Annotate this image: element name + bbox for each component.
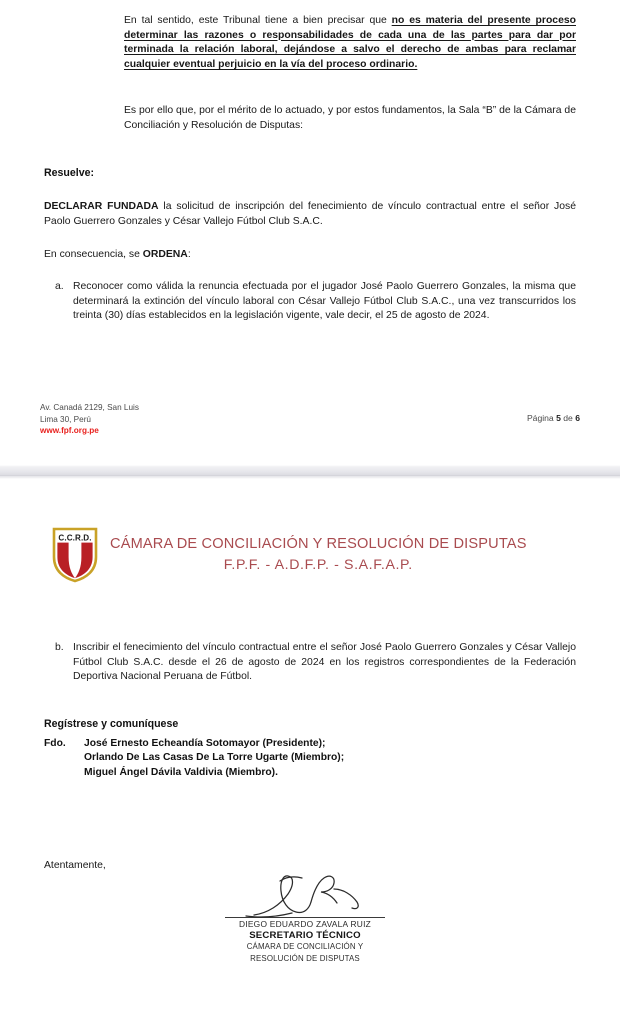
document-page-6 <box>0 479 620 1014</box>
signature-name: DIEGO EDUARDO ZAVALA RUIZ <box>238 919 372 929</box>
letterhead-text <box>110 535 527 575</box>
paragraph-es-por-ello <box>124 104 576 133</box>
declarar-fundada-lead: DECLARAR FUNDADA <box>44 201 159 212</box>
page-number-total: 6 <box>575 413 580 424</box>
letterhead <box>52 527 527 583</box>
signatory-name-1: José Ernesto Echeandía Sotomayor (Presidente); <box>84 738 326 749</box>
footer-website-link[interactable]: www.fpf.org.pe <box>40 426 99 436</box>
svg-text:C.C.R.D.: C.C.R.D. <box>58 533 92 543</box>
ccrd-shield-logo-icon <box>52 527 98 583</box>
signature-org-line-2: RESOLUCIÓN DE DISPUTAS <box>250 953 360 963</box>
paragraph-2-text: Es por ello que, por el mérito de lo actuado, y por estos fundamentos, la Sala “B” de la Cámara de Conciliación y Resolución de Disputas: <box>124 105 576 131</box>
signature-role: SECRETARIO TÉCNICO <box>249 930 361 941</box>
list-item-b <box>44 641 576 685</box>
ordena-bold: ORDENA <box>142 249 188 260</box>
signature-block <box>210 869 400 964</box>
declarar-fundada-paragraph <box>44 200 576 229</box>
letterhead-line-1: CÁMARA DE CONCILIACIÓN Y RESOLUCIÓN DE DISPUTAS <box>110 536 527 552</box>
list-item-b-text: Inscribir el fenecimiento del vínculo contractual entre el señor José Paolo Guerrero Gonzales y César Vallejo Fútbol Club S.A.C. desde el 26 de agosto de 2024 en los registros correspondientes de la Federación Deportiva Nacional Peruana de Fútbol. <box>73 642 576 683</box>
list-item-a <box>44 280 576 324</box>
page-separator <box>0 465 620 479</box>
declarar-fundada-rest: la solicitud de inscripción del fenecimiento de vínculo contractual entre el señor José Paolo Guerrero Gonzales y César Vallejo Fútbol Club S.A.C. <box>44 201 576 227</box>
signatory-names <box>44 737 344 780</box>
signatory-name-2: Orlando De Las Casas De La Torre Ugarte (Miembro); <box>84 752 345 764</box>
ordena-prefix: En consecuencia, se <box>44 249 143 260</box>
ordena-paragraph <box>44 248 576 263</box>
closing-text: Atentamente, <box>44 860 106 871</box>
footer-address-line-1: Av. Canadá 2129, San Luis <box>40 403 139 413</box>
page-number-middle: de <box>560 413 576 424</box>
paragraph-1-emphasis: no es materia del presente proceso determinar las razones o responsabilidades de cada una de las partes para dar por terminada la relación laboral, dejándose a salvo el derecho de ambas para reclamar cualquier eventual perjuicio en la vía del proceso ordinario. <box>124 15 576 70</box>
page-number-prefix: Página <box>526 413 557 424</box>
list-item-b-marker: b. <box>55 642 64 653</box>
signatory-name-3: Miguel Ángel Dávila Valdivia (Miembro). <box>84 766 278 778</box>
signature-org-line-1: CÁMARA DE CONCILIACIÓN Y <box>246 942 364 951</box>
signatories-block <box>44 737 344 780</box>
footer-address-line-2: Lima 30, Perú <box>40 414 91 424</box>
page-separator-line <box>0 475 620 476</box>
list-item-a-text: Reconocer como válida la renuncia efectuada por el jugador José Paolo Guerrero Gonzales, la misma que determinará la extinción del vínculo laboral con César Vallejo Fútbol Club S.A.C., una vez transcurridos los treinta (30) días establecidos en la legislación vigente, vale decir, el 25 de agosto de 2024. <box>73 281 576 322</box>
resuelve-heading-block <box>44 166 576 180</box>
list-item-a-marker: a. <box>55 281 64 292</box>
handwritten-signature-icon <box>210 869 400 917</box>
page-number-current: 5 <box>556 413 561 424</box>
paragraph-en-tal-sentido <box>124 14 576 72</box>
ordena-list <box>44 280 576 324</box>
registrese-block <box>44 717 576 731</box>
letterhead-line-2: F.P.F. - A.D.F.P. - S.A.F.A.P. <box>223 557 413 573</box>
paragraph-1-lead: En tal sentido, este Tribunal tiene a bien precisar que <box>124 15 392 26</box>
registrese-heading: Regístrese y comuníquese <box>44 718 179 730</box>
page-5-footer <box>40 402 580 437</box>
fdo-label: Fdo. <box>44 738 66 749</box>
ordena-suffix: : <box>187 249 191 260</box>
document-page-5 <box>0 0 620 465</box>
footer-address <box>40 402 139 437</box>
inscribir-list <box>44 641 576 685</box>
page-number-indicator <box>527 413 580 425</box>
resuelve-heading: Resuelve: <box>44 167 95 179</box>
